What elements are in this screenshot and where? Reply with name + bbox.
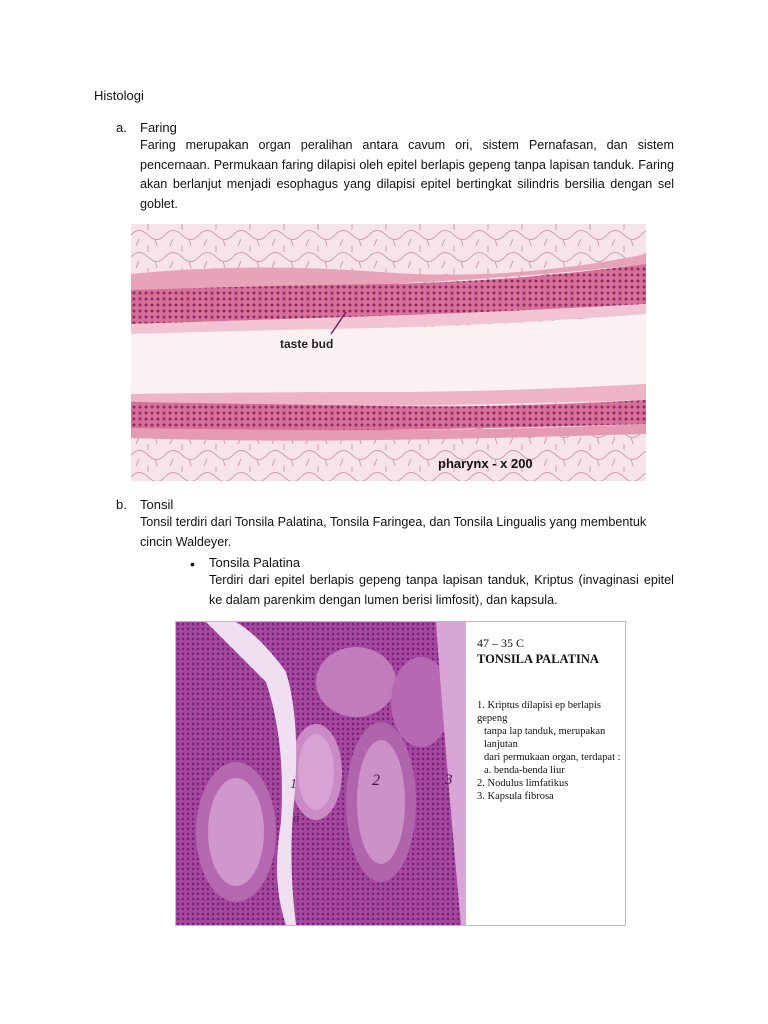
- tonsil-figure: [175, 621, 626, 926]
- pharynx-micrograph: [131, 224, 646, 481]
- tonsila-palatina-title: Tonsila Palatina: [209, 555, 301, 570]
- legend-line: 3. Kapsula fibrosa: [477, 791, 554, 802]
- legend-line: dari permukaan organ, terdapat :: [484, 752, 621, 763]
- document-heading: Histologi: [94, 88, 144, 103]
- pharynx-caption: pharynx - x 200: [438, 456, 533, 471]
- legend-line: a. benda-benda liur: [484, 765, 565, 776]
- taste-bud-label: taste bud: [280, 337, 334, 351]
- section-b-marker: b.: [116, 497, 127, 512]
- marker-3: 3: [445, 772, 453, 788]
- legend-line: 2. Nodulus limfatikus: [477, 778, 569, 789]
- section-a-title: Faring: [140, 120, 177, 135]
- tonsila-palatina-paragraph: Terdiri dari epitel berlapis gepeng tanpa lapisan tanduk, Kriptus (invaginasi epitel ke dalam parenkim dengan lumen berisi limfosit), dan kapsula.: [209, 573, 674, 607]
- marker-2: 2: [372, 772, 380, 789]
- marker-1: 1: [290, 777, 297, 792]
- section-b-paragraph: Tonsil terdiri dari Tonsila Palatina, Tonsila Faringea, dan Tonsila Lingualis yang membentuk cincin Waldeyer.: [140, 515, 647, 549]
- legend-line: tanpa lap tanduk, merupakan lanjutan: [484, 726, 606, 750]
- section-b-title: Tonsil: [140, 497, 174, 512]
- marker-a: a: [293, 810, 300, 825]
- tonsil-figure-legend: [477, 636, 622, 803]
- legend-line: 1. Kriptus dilapisi ep berlapis gepeng: [477, 700, 601, 724]
- section-a-paragraph: Faring merupakan organ peralihan antara cavum ori, sistem Pernafasan, dan sistem pencernaan. Permukaan faring dilapisi oleh epitel berlapis gepeng tanpa lapisan tanduk. Faring akan berlanjut menjadi esophagus yang dilapisi epitel bertingkat silindris bersilia dengan sel goblet.: [140, 138, 674, 211]
- section-a-marker: a.: [116, 120, 127, 135]
- figure-code: 47 – 35 C: [477, 636, 525, 650]
- bullet-icon: •: [190, 556, 195, 572]
- figure-title: TONSILA PALATINA: [477, 652, 599, 666]
